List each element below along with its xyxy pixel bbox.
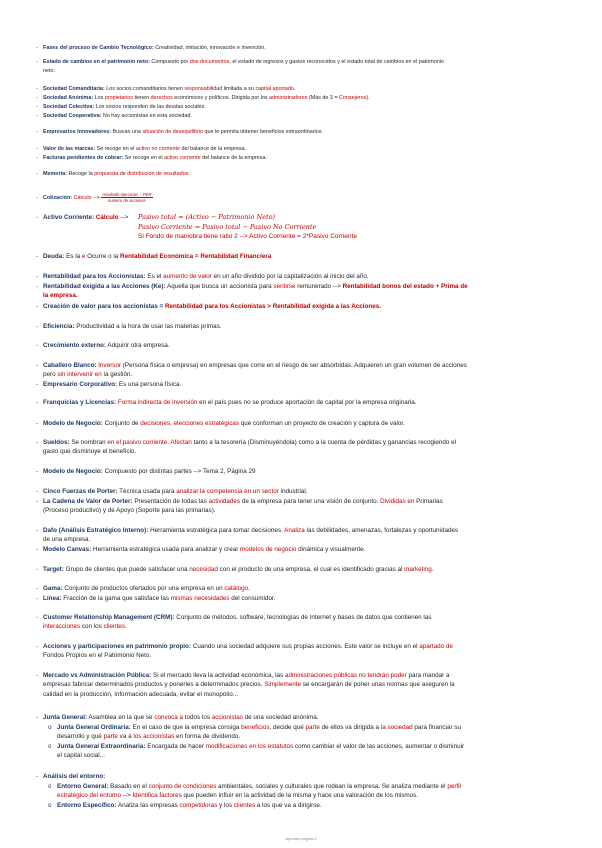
note-rentabilidad-accionistas: - Rentabilidad para los Accionistas: Es el aumento de valor en un año dividido por la capitalización al inicio del año. (36, 273, 369, 280)
note-caballero-blanco: - Caballero Blanco: Inversor (Persona física o empresa) en empresas que corre en el riesgo de ser absorbidas. Adquieren un gran volumen de acciones pero sin intervenir en la gestión. (36, 362, 467, 379)
note-porter: - Cinco Fuerzas de Porter: Técnica usada para analizar la competencia en un sector industrial. (36, 488, 308, 495)
note-cadena-valor: - La Cadena de Valor de Porter: Presentación de todas las actividades de la empresa para tener una visión de conjunto. Divididas en Primarias (Proceso productivo) y de Apoyo (Soporte para las primarias). (36, 498, 443, 515)
note-linea: - Línea: Fracción de la gama que satisface las mismas necesidades del consumidor. (36, 595, 276, 602)
note-modelo-negocio-2: - Modelo de Negocio: Compuesto por distintas partes --> Tema 2, Página 29 (36, 468, 256, 475)
note-analisis-entorno: - Análisis del entorno: (36, 773, 106, 780)
note-crecimiento-externo: - Crecimiento externo: Adquirir otra empresa. (36, 342, 170, 349)
note-entorno-especifico: o Entorno Específico: Analiza las empresas competidoras y los clientes a los que va a dirigirse. (48, 802, 322, 809)
cotizacion-fraction: $\frac{\text{resultado ejercicios − PER}}{\text{numero de acciones}}$ (102, 192, 152, 203)
note-dafo: - Dafo (Análisis Estratégico Interno): Herramienta estratégica para tomar decisiones. Analiza las debilidades, amenazas, fortalezas y oportunidades de una empresa. (36, 527, 459, 544)
note-activo-corriente: - Activo Corriente: Cálculo --> (36, 214, 129, 221)
note-franquicias: - Franquicias y Licencias: Forma indirecta de inversión en el país pues no se produce aportación de capital por la empresa originaria. (36, 399, 417, 406)
note-gama: - Gama: Conjunto de productos ofertados por una empresa en un catálogo. (36, 585, 250, 592)
note-modelo-negocio-1: - Modelo de Negocio: Conjunto de decisiones, elecciones estratégicas que conforman un proyecto de creación y captura de valor. (36, 420, 405, 427)
note-valor-marcas: - Valor de las marcas: Se recoge en el activo no corriente del balance de la empresa. (36, 146, 247, 152)
note-rentabilidad-exigida: - Rentabilidad exigida a las Acciones (Ke): Aquella que busca un accionista para sentirse remunerado --> Rentabilidad bonos del estado + Prima de la empresa. (36, 283, 468, 300)
note-mercado-administracion: - Mercado vs Administración Pública: Si el mercado lleva la actividad económica, las administraciones públicas no tendrán poder para mandar a empresas fabricar determinados productos y ponerles a determinados precios. Simplemente se encargarán de poner unas normas que aseguren la calidad en la producción, información adecuada, evitar el monopolio... (36, 672, 455, 698)
note-acciones-propias: - Acciones y participaciones en patrimonio propio: Cuando una sociedad adquiere sus propias acciones. Este valor se incluye en el apartado de Fondos Propios en el Patrimonio Neto. (36, 643, 453, 660)
note-junta-extraordinaria: o Junta General Extraordinaria: Encargada de hacer modificaciones en los estatutos como cambiar el valor de las acciones, aumentar o disminuir el capital social... (48, 743, 465, 760)
note-creacion-valor: - Creación de valor para los accionistas = Rentabilidad para los Accionistas > Rentabilidad exigida a las Acciones. (36, 303, 381, 310)
activo-corriente-formulas: Pasivo total = (Activo − Patrimonio Neto) Pasivo Corriente = Pasivo total − Pasivo No Corriente Si Fondo de maniobra tiene ratio 2 --> Activo Corriente = 2*Pasivo Corriente (138, 213, 357, 241)
page-footer: Apuntes página 2 (285, 836, 317, 841)
note-memoria: - Memoria: Recoge la propuesta de distribución de resultados. (36, 171, 190, 177)
note-sociedad-colectiva: - Sociedad Colectiva: Los socios responden de las deudas sociales. (36, 104, 206, 110)
note-fases: - Fases del proceso de Cambio Tecnológico: Creatividad, imitación, innovación e invención. (36, 45, 266, 51)
note-deuda: - Deuda: Es la e Ocurre o la Rentabilidad Económica = Rentabilidad Financiera (36, 253, 272, 260)
note-junta-general: - Junta General: Asamblea en la que se convoca a todos los accionistas de una sociedad anónima. (36, 714, 319, 721)
note-crm: - Customer Relationship Management (CRM): Conjunto de métodos, software, tecnologías de Internet y bases de datos que contienen las interacciones con los clientes. (36, 614, 432, 631)
note-sueldos: - Sueldos: Se nombran en el pasivo corriente. Afectan tanto a la tesorería (Disminuyéndola) como a la cuenta de pérdidas y ganancias recogiendo el gasto que disminuye el beneficio. (36, 439, 457, 456)
note-facturas: - Facturas pendientes de cobrar: Se recoge en el activo corriente del balance de la empresa. (36, 155, 267, 161)
note-cotizacion: - Cotización: Cálculo --> $\frac{\text{resultado ejercicios − PER}}{\text{numero de acciones}}$ (36, 192, 152, 203)
note-eficiencia: - Eficiencia: Productividad a la hora de usar las materias primas. (36, 323, 222, 330)
note-modelo-canvas: - Modelo Canvas: Herramienta estratégica usada para analizar y crear modelos de negocio dinámica y visualmente. (36, 546, 366, 553)
note-target: - Target: Grupo de clientes que puede satisfacer una necesidad con el producto de una empresa, el cual es identificado gracias al marketing. (36, 566, 434, 573)
note-empresario-corporativo: - Empresario Corporativo: Es una persona física. (36, 381, 182, 388)
note-estado-cambios: - Estado de cambios en el patrimonio neto: Compuesto por dos documentos, el estado de ingresos y gastos reconocidos y el estado total de cambios en el patrimonio neto. (36, 59, 444, 75)
note-entorno-general: o Entorno General: Basado en el conjunto de condiciones ambientales, sociales y culturales que rodean la empresa. Se analiza mediante el perfil estratégico del entorno --> Identifica factores que pueden influir en la actividad de la misma y hace una valoración de los mismos. (48, 783, 461, 800)
note-empresarios-innovadores: - Empresarios Innovadores: Buscan una situación de desequilibrio que le permita obtener beneficios extraordinarios. (36, 129, 323, 135)
note-junta-ordinaria: o Junta General Ordinaria: En el caso de que la empresa consiga beneficios, decide qué parte de ellos va dirigida a la sociedad para financiar su desarrollo y qué parte va a los accionistas en forma de dividendo. (48, 724, 461, 741)
note-sociedad-cooperativa: - Sociedad Cooperativa: No hay accionistas en esta sociedad. (36, 113, 192, 119)
note-sociedad-comanditaria: - Sociedad Comanditaria: Los socios comanditarios tienen responsabilidad limitada a su capital aportado. (36, 86, 296, 92)
note-sociedad-anonima: - Sociedad Anónima: Los propietarios tienen derechos económicos y políticos. Dirigida por los administradores (Más de 3 = Consejeros). (36, 95, 370, 101)
